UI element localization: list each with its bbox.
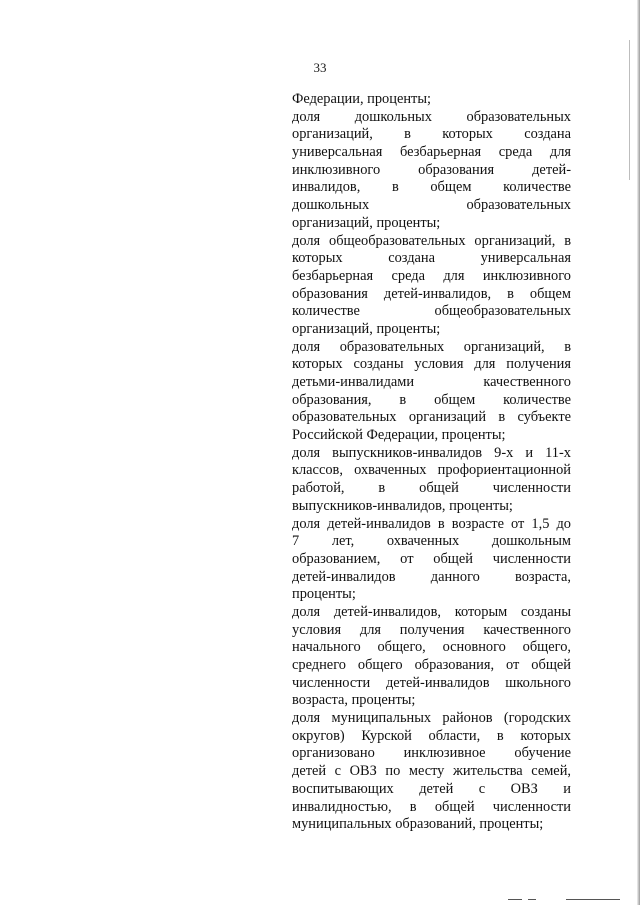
text-line: доля выпускников-инвалидов 9-х и 11-х [292, 444, 571, 461]
text-line: доля муниципальных районов (городских [292, 710, 571, 727]
page-number: 33 [313, 60, 327, 75]
text-line: организаций, проценты; [292, 320, 441, 337]
text-line: Российской Федерации, проценты; [292, 427, 506, 444]
text-line: детей с ОВЗ по месту жительства семей, [292, 763, 571, 780]
text-line: инклюзивного образования детей- [292, 161, 571, 178]
text-line: образовательных организаций в субъекте [292, 409, 571, 426]
text-line: условия для получения качественного [292, 621, 571, 638]
text-line: образования детей-инвалидов, в общем [292, 285, 571, 302]
text-line: Федерации, проценты; [292, 91, 431, 107]
text-line: округов) Курской области, в которых [292, 727, 571, 744]
text-line: организаций, проценты; [292, 214, 441, 231]
text-line: которых созданы условия для получения [292, 356, 571, 373]
text-line: универсальная безбарьерная среда для [292, 144, 571, 161]
text-line: муниципальных образований, проценты; [292, 816, 544, 833]
text-line: образования, в общем количестве [292, 391, 571, 408]
text-line: количестве общеобразовательных [292, 303, 571, 320]
text-line: детей-инвалидов данного возраста, [292, 568, 571, 585]
text-line: работой, в общей численности [292, 480, 571, 497]
text-line: начального общего, основного общего, [292, 639, 571, 656]
text-line: воспитывающих детей с ОВЗ и [292, 780, 571, 797]
text-line: организаций, в которых создана [292, 126, 571, 143]
text-line: доля общеобразовательных организаций, в [292, 232, 571, 249]
text-line: проценты; [292, 586, 356, 603]
text-line: доля образовательных организаций, в [292, 338, 571, 355]
text-line: дошкольных образовательных [292, 197, 571, 214]
text-line: детьми-инвалидами качественного [292, 374, 571, 390]
footer-rule [566, 899, 620, 900]
text-line: доля детей-инвалидов, которым созданы [292, 603, 571, 620]
footer-rule [528, 899, 536, 900]
text-line: доля дошкольных образовательных [292, 108, 571, 125]
text-line: среднего общего образования, от общей [292, 657, 571, 673]
text-line: численности детей-инвалидов школьного [292, 674, 571, 691]
text-line: инвалидов, в общем количестве [292, 179, 571, 196]
text-line: инвалидностью, в общей численности [292, 798, 571, 815]
text-line: доля детей-инвалидов в возрасте от 1,5 до [292, 515, 571, 532]
text-line: образованием, от общей численности [292, 550, 571, 567]
body-text [292, 91, 571, 834]
text-line: безбарьерная среда для инклюзивного [292, 267, 571, 284]
text-line: которых создана универсальная [292, 250, 571, 267]
text-line: возраста, проценты; [292, 692, 416, 709]
text-line: выпускников-инвалидов, проценты; [292, 497, 513, 514]
text-line: организовано инклюзивное обучение [292, 745, 571, 762]
text-line: 7 лет, охваченных дошкольным [292, 533, 571, 550]
footer-rule [508, 899, 522, 900]
text-line: классов, охваченных профориентационной [292, 462, 571, 479]
